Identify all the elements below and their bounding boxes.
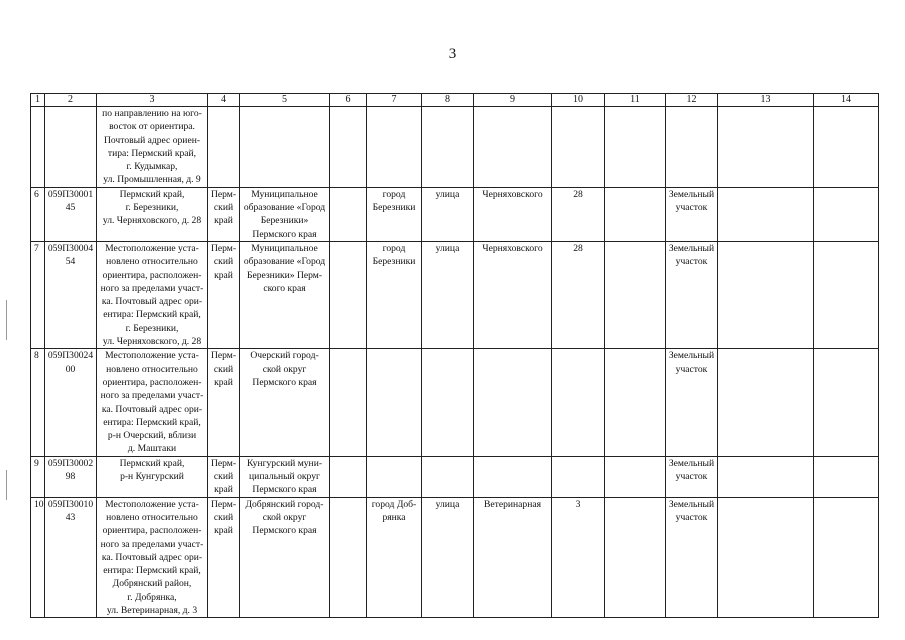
table-cell-col-4: Перм- ский край — [208, 187, 240, 241]
table-cell-col-11 — [605, 456, 666, 497]
table-cell-col-14 — [814, 241, 879, 348]
table-cell-col-2: 059П30010 43 — [45, 497, 97, 618]
table-cell-col-3: Местоположение уста- новлено относительно ориентира, расположен- ного за пределами участ- ка. Почтовый адрес ори- ентира: Пермский край, г. Березники, ул. Черняховского, д. 28 — [97, 241, 208, 348]
table-cell-col-10: 28 — [552, 241, 605, 348]
table-cell-col-9: Ветеринарная — [474, 497, 552, 618]
header-row — [31, 94, 879, 107]
table-row — [31, 107, 879, 188]
scan-edge-mark — [6, 470, 7, 500]
table-cell-col-8 — [422, 349, 474, 456]
column-header-1: 1 — [31, 94, 45, 107]
table-cell-col-1: 8 — [31, 349, 45, 456]
table-cell-col-14 — [814, 456, 879, 497]
table-cell-col-6 — [330, 107, 367, 188]
table-cell-col-10 — [552, 107, 605, 188]
table-cell-col-1: 6 — [31, 187, 45, 241]
column-header-10: 10 — [552, 94, 605, 107]
table-cell-col-11 — [605, 497, 666, 618]
table-cell-col-11 — [605, 241, 666, 348]
table-cell-col-13 — [718, 187, 814, 241]
column-header-9: 9 — [474, 94, 552, 107]
table-cell-col-11 — [605, 349, 666, 456]
page-number: 3 — [448, 46, 457, 62]
table-cell-col-1: 10 — [31, 497, 45, 618]
table-cell-col-1: 9 — [31, 456, 45, 497]
table-cell-col-5: Муниципальное образование «Город Березники» Пермского края — [240, 187, 330, 241]
table-cell-col-6 — [330, 187, 367, 241]
column-header-12: 12 — [666, 94, 718, 107]
table-cell-col-1: 7 — [31, 241, 45, 348]
table-row — [31, 187, 879, 241]
column-header-8: 8 — [422, 94, 474, 107]
table-cell-col-9: Черняховского — [474, 241, 552, 348]
table-cell-col-7: город Доб- рянка — [367, 497, 422, 618]
table-cell-col-13 — [718, 349, 814, 456]
table-cell-col-12: Земельный участок — [666, 187, 718, 241]
column-header-14: 14 — [814, 94, 879, 107]
table-row — [31, 497, 879, 618]
table-cell-col-8 — [422, 456, 474, 497]
table-cell-col-9 — [474, 107, 552, 188]
table-cell-col-14 — [814, 497, 879, 618]
table-cell-col-5 — [240, 107, 330, 188]
table-cell-col-4: Перм- ский край — [208, 456, 240, 497]
table-cell-col-7 — [367, 456, 422, 497]
table-cell-col-6 — [330, 456, 367, 497]
table-cell-col-14 — [814, 187, 879, 241]
table-cell-col-4: Перм- ский край — [208, 497, 240, 618]
table-cell-col-10: 3 — [552, 497, 605, 618]
column-header-13: 13 — [718, 94, 814, 107]
table-cell-col-7: город Березники — [367, 241, 422, 348]
table-cell-col-3: Местоположение уста- новлено относительно ориентира, расположен- ного за пределами участ- ка. Почтовый адрес ори- ентира: Пермский край, Добрянский район, г. Добрянка, ул. Ветеринарная, д. 3 — [97, 497, 208, 618]
table-cell-col-2 — [45, 107, 97, 188]
table-cell-col-2: 059П30024 00 — [45, 349, 97, 456]
scan-edge-mark — [6, 300, 7, 340]
table-cell-col-12: Земельный участок — [666, 456, 718, 497]
table-body — [31, 107, 879, 618]
table-cell-col-13 — [718, 456, 814, 497]
table-cell-col-6 — [330, 241, 367, 348]
table-cell-col-12: Земельный участок — [666, 349, 718, 456]
table-row — [31, 456, 879, 497]
column-header-4: 4 — [208, 94, 240, 107]
table-cell-col-10 — [552, 349, 605, 456]
column-header-7: 7 — [367, 94, 422, 107]
table-cell-col-3: Пермский край, г. Березники, ул. Черняховского, д. 28 — [97, 187, 208, 241]
table-cell-col-7: город Березники — [367, 187, 422, 241]
table-cell-col-13 — [718, 497, 814, 618]
table-cell-col-5: Очерский город- ской округ Пермского края — [240, 349, 330, 456]
table-cell-col-2: 059П30002 98 — [45, 456, 97, 497]
table-cell-col-2: 059П30001 45 — [45, 187, 97, 241]
table-cell-col-11 — [605, 187, 666, 241]
table-cell-col-3: по направлению на юго- восток от ориентира. Почтовый адрес ориен- тира: Пермский край, г. Кудымкар, ул. Промышленная, д. 9 — [97, 107, 208, 188]
table-cell-col-4: Перм- ский край — [208, 349, 240, 456]
table-cell-col-8 — [422, 107, 474, 188]
table-cell-col-13 — [718, 107, 814, 188]
table-cell-col-9 — [474, 456, 552, 497]
table-cell-col-10: 28 — [552, 187, 605, 241]
table-cell-col-8: улица — [422, 241, 474, 348]
table-cell-col-12 — [666, 107, 718, 188]
table-cell-col-7 — [367, 107, 422, 188]
table-cell-col-9: Черняховского — [474, 187, 552, 241]
table-cell-col-6 — [330, 349, 367, 456]
table-cell-col-5: Добрянский город- ской округ Пермского края — [240, 497, 330, 618]
table-cell-col-3: Пермский край, р-н Кунгурский — [97, 456, 208, 497]
table-cell-col-13 — [718, 241, 814, 348]
register-table — [30, 93, 879, 618]
table-cell-col-8: улица — [422, 187, 474, 241]
column-header-5: 5 — [240, 94, 330, 107]
table-cell-col-5: Кунгурский муни- ципальный округ Пермского края — [240, 456, 330, 497]
table-cell-col-8: улица — [422, 497, 474, 618]
table-cell-col-5: Муниципальное образование «Город Березники» Перм- ского края — [240, 241, 330, 348]
table-cell-col-7 — [367, 349, 422, 456]
table-cell-col-12: Земельный участок — [666, 497, 718, 618]
table-cell-col-9 — [474, 349, 552, 456]
table-row — [31, 241, 879, 348]
table-cell-col-1 — [31, 107, 45, 188]
table-cell-col-11 — [605, 107, 666, 188]
table-cell-col-3: Местоположение уста- новлено относительно ориентира, расположен- ного за пределами участ- ка. Почтовый адрес ори- ентира: Пермский край, р-н Очерский, вблизи д. Маштаки — [97, 349, 208, 456]
table-cell-col-10 — [552, 456, 605, 497]
column-header-6: 6 — [330, 94, 367, 107]
table-cell-col-4: Перм- ский край — [208, 241, 240, 348]
table-cell-col-14 — [814, 349, 879, 456]
column-header-3: 3 — [97, 94, 208, 107]
column-header-11: 11 — [605, 94, 666, 107]
table-cell-col-2: 059П30004 54 — [45, 241, 97, 348]
table-cell-col-14 — [814, 107, 879, 188]
table-cell-col-4 — [208, 107, 240, 188]
table-cell-col-12: Земельный участок — [666, 241, 718, 348]
table-cell-col-6 — [330, 497, 367, 618]
column-header-2: 2 — [45, 94, 97, 107]
table-row — [31, 349, 879, 456]
